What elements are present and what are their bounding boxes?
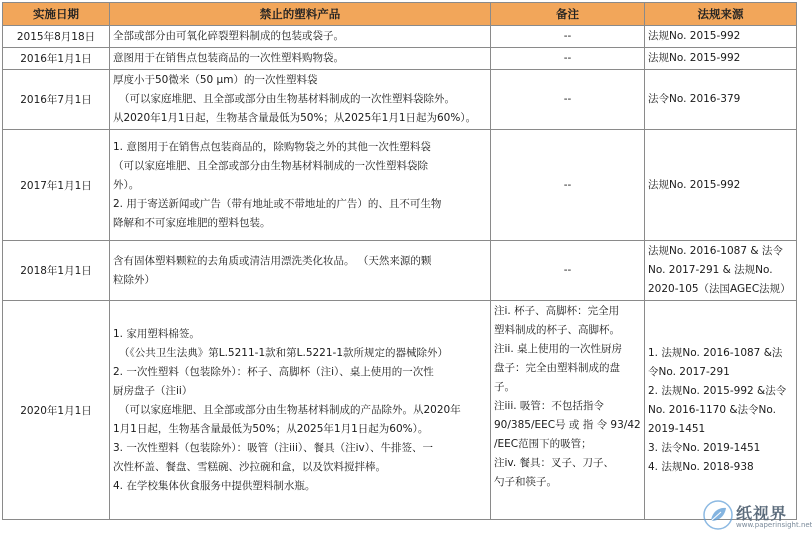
note-line: -- xyxy=(563,52,572,64)
row-note xyxy=(491,70,645,130)
source-line: 法规No. 2015-992 xyxy=(648,30,741,42)
product-line: 含有固体塑料颗粒的去角质或清洁用漂洗类化妆品。 （天然来源的颗 xyxy=(113,254,432,267)
product-line: 全部或部分由可氧化碎裂塑料制成的包装或袋子。 xyxy=(113,30,344,42)
watermark-brand: 纸视界 xyxy=(736,504,788,523)
product-line: 1. 意图用于在销售点包装商品的，除购物袋之外的其他一次性塑料袋 xyxy=(113,140,431,153)
product-line: 2. 一次性塑料（包装除外）：杯子、高脚杯（注i）、桌上使用的一次性 xyxy=(113,365,434,378)
row-product xyxy=(110,241,491,301)
header-date: 实施日期 xyxy=(3,3,110,26)
product-line: 降解和不可家庭堆肥的塑料包装。 xyxy=(113,216,271,229)
source-line: 令No. 2017-291 xyxy=(648,365,730,378)
product-line: 厚度小于50微米（50 μm）的一次性塑料袋 xyxy=(113,74,318,86)
row-date: 2016年1月1日 xyxy=(3,48,110,70)
source-line: 法规No. 2015-992 xyxy=(648,178,741,191)
row-product xyxy=(110,130,491,241)
note-line: /EEC范围下的吸管； xyxy=(494,438,592,450)
table-row xyxy=(3,301,797,520)
row-product xyxy=(110,70,491,130)
source-line: 3. 法令No. 2019-1451 xyxy=(648,441,761,454)
table-row xyxy=(3,130,797,241)
product-line: （《公共卫生法典》第L.5211-1款和第L.5221-1款所规定的器械除外） xyxy=(119,346,449,359)
product-line: 1. 家用塑料棉签。 xyxy=(113,327,200,340)
note-line: 90/385/EEC号 或 指 令 93/42 xyxy=(494,419,641,431)
row-note xyxy=(491,241,645,301)
row-product xyxy=(110,48,491,70)
row-product xyxy=(110,301,491,520)
watermark-url: www.paperinsight.net xyxy=(736,521,812,529)
note-line: -- xyxy=(563,30,572,42)
source-line: 法规No. 2015-992 xyxy=(648,52,741,64)
note-line: 注iv. 餐具：叉子、刀子、 xyxy=(494,457,614,469)
product-line: 从2020年1月1日起，生物基含量最低为50%；从2025年1月1日起为60%）。 xyxy=(113,112,477,124)
source-line: 4. 法规No. 2018-938 xyxy=(648,460,754,473)
row-product xyxy=(110,26,491,48)
table-row xyxy=(3,26,797,48)
note-line: 盘子：完全由塑料制成的盘 xyxy=(494,362,620,374)
source-line: 1. 法规No. 2016-1087 &法 xyxy=(648,346,783,359)
product-line: 粒除外） xyxy=(113,273,155,286)
row-source xyxy=(645,48,797,70)
note-line: 子。 xyxy=(494,381,515,393)
note-line: 勺子和筷子。 xyxy=(494,476,557,488)
row-note xyxy=(491,48,645,70)
source-line: 2020-105（法国AGEC法规） xyxy=(648,283,791,295)
source-line: 法令No. 2016-379 xyxy=(648,93,741,105)
table-row xyxy=(3,70,797,130)
product-line: 外）。 xyxy=(113,178,140,191)
note-line: 塑料制成的杯子、高脚杯。 xyxy=(494,324,620,336)
header-row xyxy=(3,3,797,26)
product-line: 次性杯盖、餐盘、雪糕碗、沙拉碗和盒，以及饮料搅拌棒。 xyxy=(113,460,386,473)
table-row xyxy=(3,241,797,301)
product-line: 4. 在学校集体伙食服务中提供塑料制水瓶。 xyxy=(113,479,316,492)
note-line: 注ii. 桌上使用的一次性厨房 xyxy=(494,343,623,355)
row-note xyxy=(491,26,645,48)
product-line: 3. 一次性塑料（包装除外）：吸管（注iii）、餐具（注iv）、牛排签、一 xyxy=(113,441,433,454)
row-date: 2016年7月1日 xyxy=(3,70,110,130)
source-line: No. 2016-1170 &法令No. xyxy=(648,403,776,416)
note-line: 注iii. 吸管：不包括指令 xyxy=(494,400,604,412)
row-date: 2017年1月1日 xyxy=(3,130,110,241)
product-line: 1月1日起，生物基含量最低为50%；从2025年1月1日起为60%）。 xyxy=(113,422,429,435)
row-date: 2015年8月18日 xyxy=(3,26,110,48)
note-line: 注i. 杯子、高脚杯：完全用 xyxy=(494,305,620,317)
note-line: -- xyxy=(563,264,572,276)
leaf-icon xyxy=(702,499,734,531)
row-source xyxy=(645,26,797,48)
product-line: 2. 用于寄送新闻或广告（带有地址或不带地址的广告）的、且不可生物 xyxy=(113,197,442,210)
source-line: 2019-1451 xyxy=(648,422,706,435)
row-date: 2020年1月1日 xyxy=(3,301,110,520)
source-line: 2. 法规No. 2015-992 &法令 xyxy=(648,384,787,397)
header-note: 备注 xyxy=(491,3,645,26)
table-row xyxy=(3,48,797,70)
product-line: 厨房盘子（注ii） xyxy=(113,384,193,397)
row-source xyxy=(645,241,797,301)
row-date: 2018年1月1日 xyxy=(3,241,110,301)
source-line: No. 2017-291 & 法规No. xyxy=(648,264,773,276)
product-line: （可以家庭堆肥、且全部或部分由生物基材料制成的一次性塑料袋除 xyxy=(113,159,428,172)
header-source: 法规来源 xyxy=(645,3,797,26)
row-note xyxy=(491,301,645,520)
watermark-logo xyxy=(702,499,812,533)
note-line: -- xyxy=(563,178,572,191)
source-line: 法规No. 2016-1087 & 法令 xyxy=(648,245,783,257)
product-line: （可以家庭堆肥、且全部或部分由生物基材料制成的产品除外。从2020年 xyxy=(119,403,461,416)
row-source xyxy=(645,70,797,130)
regulation-table xyxy=(2,2,797,520)
row-note xyxy=(491,130,645,241)
product-line: 意图用于在销售点包装商品的一次性塑料购物袋。 xyxy=(113,52,344,64)
product-line: （可以家庭堆肥、且全部或部分由生物基材料制成的一次性塑料袋除外。 xyxy=(119,93,455,105)
note-line: -- xyxy=(563,93,572,105)
header-product: 禁止的塑料产品 xyxy=(110,3,491,26)
row-source xyxy=(645,301,797,520)
row-source xyxy=(645,130,797,241)
